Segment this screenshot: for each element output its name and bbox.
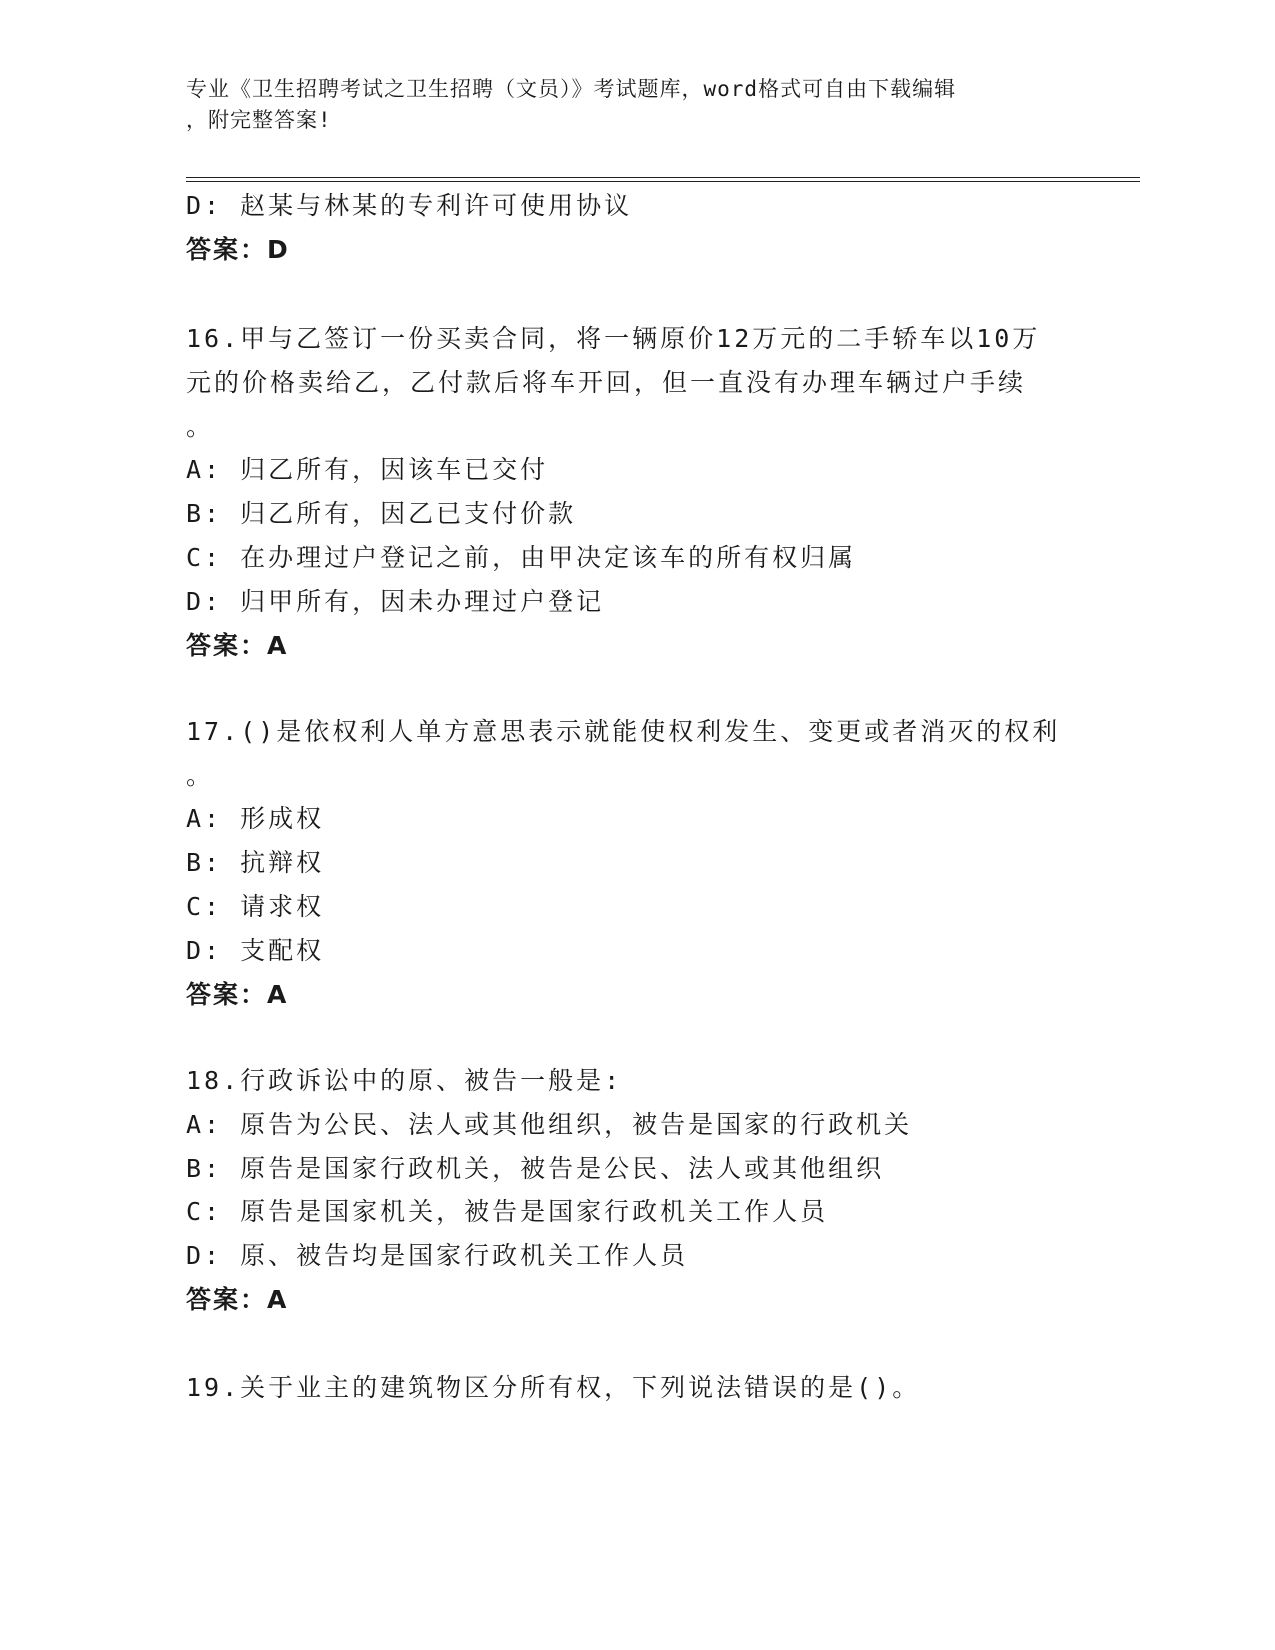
q16-answer: 答案：A: [186, 631, 289, 660]
q17-option-c: C: 请求权: [186, 892, 325, 921]
q16-option-d: D: 归甲所有，因未办理过户登记: [186, 587, 605, 616]
document-header: [186, 74, 1086, 136]
q16-stem-line-2: 元的价格卖给乙，乙付款后将车开回，但一直没有办理车辆过户手续: [186, 368, 1027, 397]
q17-stem-line-2: 。: [186, 761, 215, 790]
q17-option-b: B: 抗辩权: [186, 848, 325, 877]
q17-stem-line-1: 17.()是依权利人单方意思表示就能使权利发生、变更或者消灭的权利: [186, 717, 1061, 746]
header-divider-top: [186, 177, 1140, 178]
q18-stem-line-1: 18.行政诉讼中的原、被告一般是:: [186, 1066, 623, 1095]
q15-answer: 答案：D: [186, 235, 290, 264]
q19-stem-line-1: 19.关于业主的建筑物区分所有权，下列说法错误的是()。: [186, 1373, 921, 1402]
header-line-2: ，附完整答案!: [186, 108, 332, 132]
q15-option-d: D: 赵某与林某的专利许可使用协议: [186, 191, 633, 220]
q17-option-a: A: 形成权: [186, 804, 325, 833]
q18-option-c: C: 原告是国家机关，被告是国家行政机关工作人员: [186, 1197, 829, 1226]
header-divider-bottom: [186, 181, 1140, 182]
q18-option-d: D: 原、被告均是国家行政机关工作人员: [186, 1241, 689, 1270]
header-line-1: 专业《卫生招聘考试之卫生招聘（文员）》考试题库，word格式可自由下载编辑: [186, 77, 957, 101]
q16-option-b: B: 归乙所有，因乙已支付价款: [186, 499, 577, 528]
q16-option-a: A: 归乙所有，因该车已交付: [186, 455, 549, 484]
q18-answer: 答案：A: [186, 1285, 289, 1314]
q17-option-d: D: 支配权: [186, 936, 325, 965]
q18-option-a: A: 原告为公民、法人或其他组织，被告是国家的行政机关: [186, 1110, 913, 1139]
q18-option-b: B: 原告是国家行政机关，被告是公民、法人或其他组织: [186, 1154, 885, 1183]
q17-answer: 答案：A: [186, 980, 289, 1009]
q16-stem-line-1: 16.甲与乙签订一份买卖合同，将一辆原价12万元的二手轿车以10万: [186, 324, 1041, 353]
q16-option-c: C: 在办理过户登记之前，由甲决定该车的所有权归属: [186, 543, 857, 572]
q16-stem-line-3: 。: [186, 412, 215, 441]
